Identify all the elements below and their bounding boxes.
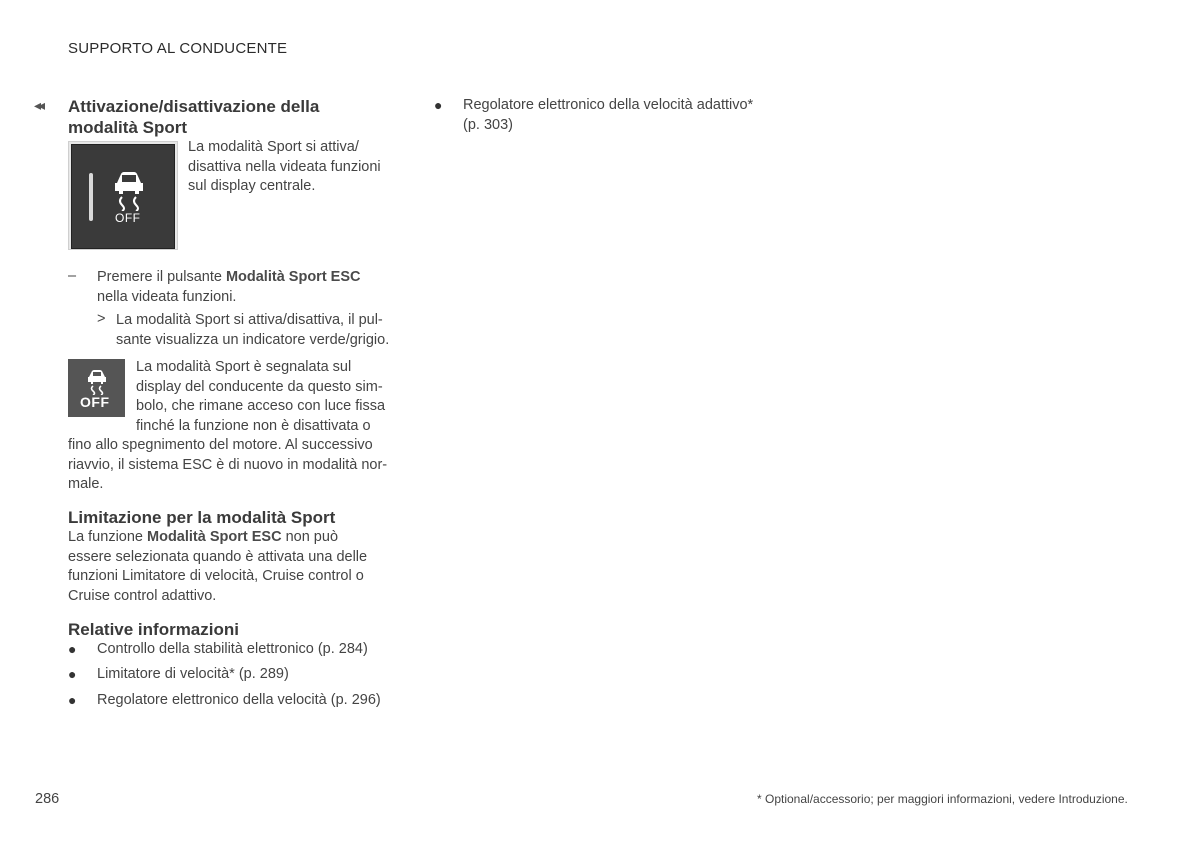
step-text: nella videata funzioni. — [97, 288, 237, 305]
text-line: La modalità Sport si attiva/ — [188, 139, 359, 155]
text-line: finché la funzione non è disattivata o — [136, 417, 371, 434]
bullet-icon: ● — [434, 97, 443, 113]
related-title: Relative informazioni — [68, 620, 239, 639]
step-text: Premere il pulsante — [97, 269, 226, 285]
related-link[interactable]: Regolatore elettronico della velocità (p. 296) — [97, 692, 381, 708]
text-line: sante visualizza un indicatore verde/grigio. — [116, 331, 390, 348]
text-line: La modalità Sport si attiva/disattiva, il pul- — [116, 312, 383, 328]
text-line: funzioni Limitatore di velocità, Cruise control o — [68, 568, 364, 584]
related-link[interactable]: Limitatore di velocità* (p. 289) — [97, 666, 289, 682]
step-instruction — [97, 268, 361, 307]
indicator-paragraph-full — [68, 436, 387, 495]
section-title — [68, 96, 319, 138]
text-line: disattiva nella videata funzioni — [188, 158, 381, 175]
intro-paragraph — [188, 138, 381, 197]
section-title-line: Attivazione/disattivazione della — [68, 97, 320, 116]
step-result — [116, 311, 389, 350]
indicator-off-label: OFF — [80, 394, 110, 410]
bullet-icon: ● — [68, 641, 77, 657]
section-title-line: modalità Sport — [68, 118, 188, 137]
text-line: Cruise control adattivo. — [68, 587, 217, 604]
page-header: SUPPORTO AL CONDUCENTE — [68, 40, 288, 57]
limit-paragraph — [68, 528, 367, 606]
driver-display-indicator — [68, 359, 125, 417]
text-line: bolo, che rimane acceso con luce fissa — [136, 398, 386, 414]
related-link-continued[interactable] — [463, 96, 753, 135]
screen-icon-off-label: OFF — [115, 211, 141, 225]
bullet-icon: ● — [68, 666, 77, 682]
result-marker: > — [97, 311, 106, 327]
text-fragment: non può — [281, 529, 339, 545]
text-line: display del conducente da questo sim- — [136, 378, 383, 395]
page-number: 286 — [35, 791, 60, 807]
indicator-paragraph-wrapped — [136, 358, 385, 436]
text-line: riavvio, il sistema ESC è di nuovo in modalità nor- — [68, 456, 388, 473]
footnote: * Optional/accessorio; per maggiori informazioni, vedere Introduzione. — [757, 792, 1128, 806]
text-line: Regolatore elettronico della velocità adattivo* — [463, 97, 754, 113]
step-dash: – — [68, 268, 77, 284]
button-name: Modalità Sport ESC — [225, 269, 361, 285]
bullet-icon: ● — [68, 692, 77, 708]
text-fragment: La funzione — [68, 529, 148, 545]
continued-arrows-icon: ◂◂ — [34, 97, 43, 113]
traction-control-off-icon — [108, 167, 150, 211]
function-name: Modalità Sport ESC — [147, 529, 282, 545]
traction-control-off-icon — [84, 367, 110, 395]
limit-title: Limitazione per la modalità Sport — [68, 508, 336, 527]
text-line: male. — [68, 476, 104, 492]
indicator-bar — [89, 173, 93, 221]
text-line: sul display centrale. — [188, 178, 316, 194]
text-line: essere selezionata quando è attivata una delle — [68, 548, 368, 565]
sport-mode-button-image — [68, 141, 178, 250]
text-line: (p. 303) — [463, 116, 513, 133]
text-line: La modalità Sport è segnalata sul — [136, 359, 352, 375]
related-link[interactable]: Controllo della stabilità elettronico (p. 284) — [97, 641, 368, 657]
text-line: fino allo spegnimento del motore. Al successivo — [68, 437, 373, 453]
